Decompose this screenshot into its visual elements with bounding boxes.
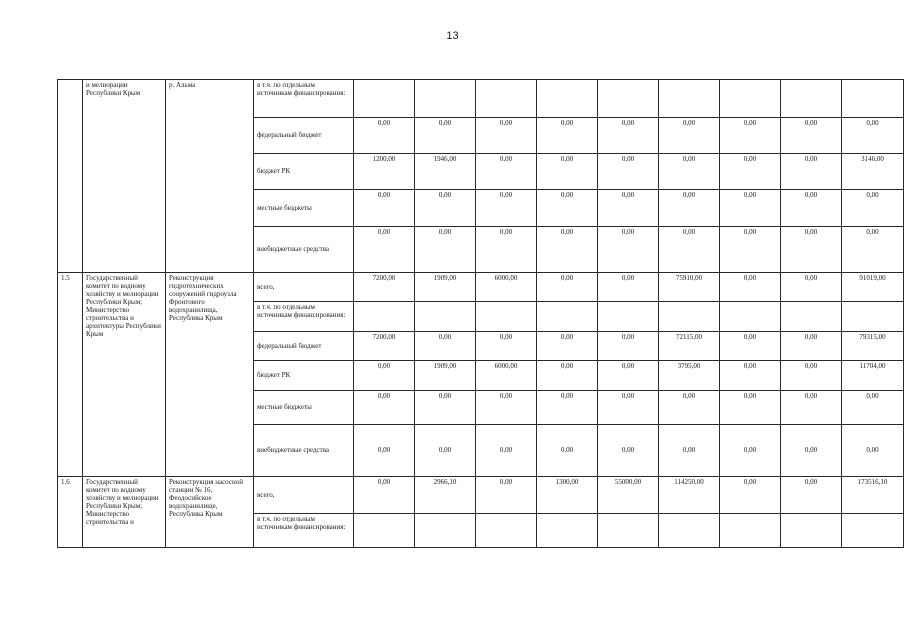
value-cell: 114250,00 — [659, 477, 720, 514]
value-cell — [354, 80, 415, 118]
value-cell: 0,00 — [781, 332, 842, 361]
value-cell: 0,00 — [415, 425, 476, 477]
source-label: бюджет РК — [254, 154, 354, 190]
value-cell: 0,00 — [659, 425, 720, 477]
value-cell: 0,00 — [720, 227, 781, 273]
value-cell: 6000,00 — [476, 361, 537, 391]
value-cell: 0,00 — [659, 190, 720, 227]
value-cell: 0,00 — [720, 391, 781, 425]
executor-cell: и мелиорации Республики Крым — [83, 80, 166, 273]
value-cell — [842, 80, 904, 118]
page-number: 13 — [446, 30, 459, 42]
value-cell: 0,00 — [598, 332, 659, 361]
value-cell: 1200,00 — [354, 154, 415, 190]
source-label: в т.ч. по отдельным источникам финансирования: — [254, 80, 354, 118]
value-cell: 91019,00 — [842, 273, 904, 302]
value-cell: 0,00 — [598, 361, 659, 391]
value-cell: 0,00 — [476, 425, 537, 477]
value-cell — [781, 302, 842, 332]
value-cell: 79315,00 — [842, 332, 904, 361]
value-cell — [720, 514, 781, 548]
value-cell — [659, 514, 720, 548]
value-cell: 0,00 — [781, 477, 842, 514]
value-cell — [415, 302, 476, 332]
value-cell: 0,00 — [598, 273, 659, 302]
value-cell: 0,00 — [598, 391, 659, 425]
source-label: бюджет РК — [254, 361, 354, 391]
value-cell — [842, 514, 904, 548]
value-cell: 0,00 — [781, 361, 842, 391]
value-cell: 6000,00 — [476, 273, 537, 302]
event-cell: Реконструкция гидротехнических сооружений гидроузла Фронтового водохранилища, Республика Крым — [166, 273, 254, 477]
value-cell: 0,00 — [720, 425, 781, 477]
source-label: всего, — [254, 477, 354, 514]
value-cell — [659, 80, 720, 118]
event-cell: р. Альма — [166, 80, 254, 273]
value-cell: 0,00 — [415, 332, 476, 361]
value-cell — [476, 80, 537, 118]
value-cell: 0,00 — [537, 332, 598, 361]
value-cell: 0,00 — [537, 425, 598, 477]
source-label: местные бюджеты — [254, 190, 354, 227]
value-cell: 0,00 — [415, 190, 476, 227]
value-cell — [598, 302, 659, 332]
event-cell: Реконструкция насосной станции № 16, Феодосийское водохранилище, Республика Крым — [166, 477, 254, 548]
value-cell: 0,00 — [659, 154, 720, 190]
value-cell: 0,00 — [781, 273, 842, 302]
value-cell: 0,00 — [842, 118, 904, 154]
value-cell — [415, 80, 476, 118]
value-cell — [537, 514, 598, 548]
row-number: 1.6 — [58, 477, 83, 548]
value-cell: 1946,00 — [415, 154, 476, 190]
value-cell: 0,00 — [720, 273, 781, 302]
value-cell: 0,00 — [598, 118, 659, 154]
value-cell: 1909,00 — [415, 361, 476, 391]
source-label: федеральный бюджет — [254, 118, 354, 154]
table-row — [58, 273, 904, 302]
value-cell: 0,00 — [659, 227, 720, 273]
value-cell: 0,00 — [720, 332, 781, 361]
value-cell: 0,00 — [537, 118, 598, 154]
value-cell — [415, 514, 476, 548]
executor-cell: Государственный комитет по водному хозяйству и мелиорации Республики Крым; Министерство строительства и — [83, 477, 166, 548]
table-row — [58, 80, 904, 118]
source-label: в т.ч. по отдельным источникам финансирования: — [254, 302, 354, 332]
source-label: внебюджетные средства — [254, 227, 354, 273]
value-cell — [354, 302, 415, 332]
value-cell — [720, 302, 781, 332]
source-label: федеральный бюджет — [254, 332, 354, 361]
value-cell: 0,00 — [842, 227, 904, 273]
value-cell: 0,00 — [476, 154, 537, 190]
value-cell: 1300,00 — [537, 477, 598, 514]
financing-table — [57, 79, 904, 548]
value-cell: 0,00 — [537, 190, 598, 227]
value-cell: 0,00 — [598, 425, 659, 477]
value-cell: 0,00 — [476, 190, 537, 227]
value-cell — [720, 80, 781, 118]
value-cell: 7200,00 — [354, 332, 415, 361]
value-cell: 0,00 — [842, 190, 904, 227]
value-cell: 55000,00 — [598, 477, 659, 514]
row-number: 1.5 — [58, 273, 83, 477]
value-cell: 0,00 — [476, 332, 537, 361]
value-cell: 0,00 — [598, 154, 659, 190]
value-cell: 0,00 — [415, 118, 476, 154]
source-label: внебюджетные средства — [254, 425, 354, 477]
value-cell: 0,00 — [476, 227, 537, 273]
value-cell: 0,00 — [659, 391, 720, 425]
value-cell: 3146,00 — [842, 154, 904, 190]
value-cell: 0,00 — [598, 227, 659, 273]
value-cell — [476, 514, 537, 548]
value-cell: 0,00 — [476, 391, 537, 425]
value-cell: 2966,10 — [415, 477, 476, 514]
value-cell: 0,00 — [537, 227, 598, 273]
value-cell: 3795,00 — [659, 361, 720, 391]
value-cell: 0,00 — [781, 190, 842, 227]
value-cell — [476, 302, 537, 332]
value-cell: 11704,00 — [842, 361, 904, 391]
value-cell: 0,00 — [354, 477, 415, 514]
value-cell: 0,00 — [781, 391, 842, 425]
value-cell: 0,00 — [354, 391, 415, 425]
value-cell: 0,00 — [354, 118, 415, 154]
table-row — [58, 477, 904, 514]
value-cell: 0,00 — [537, 391, 598, 425]
value-cell: 0,00 — [781, 227, 842, 273]
value-cell: 0,00 — [659, 118, 720, 154]
value-cell — [598, 80, 659, 118]
value-cell: 0,00 — [720, 118, 781, 154]
value-cell — [781, 80, 842, 118]
value-cell: 0,00 — [476, 118, 537, 154]
value-cell: 0,00 — [842, 425, 904, 477]
value-cell: 0,00 — [354, 190, 415, 227]
value-cell — [781, 514, 842, 548]
value-cell: 0,00 — [720, 154, 781, 190]
value-cell: 0,00 — [842, 391, 904, 425]
source-label: в т.ч. по отдельным источникам финансирования: — [254, 514, 354, 548]
executor-cell: Государственный комитет по водному хозяйству и мелиорации Республики Крым; Министерство строительства и архитектуры Республики Крым — [83, 273, 166, 477]
value-cell: 7200,00 — [354, 273, 415, 302]
value-cell: 0,00 — [476, 477, 537, 514]
value-cell: 0,00 — [781, 154, 842, 190]
value-cell: 0,00 — [354, 425, 415, 477]
value-cell: 0,00 — [354, 227, 415, 273]
value-cell: 0,00 — [720, 477, 781, 514]
value-cell: 173516,10 — [842, 477, 904, 514]
value-cell: 0,00 — [720, 361, 781, 391]
source-label: местные бюджеты — [254, 391, 354, 425]
value-cell — [659, 302, 720, 332]
value-cell: 72115,00 — [659, 332, 720, 361]
value-cell: 0,00 — [354, 361, 415, 391]
value-cell: 75910,00 — [659, 273, 720, 302]
value-cell: 0,00 — [598, 190, 659, 227]
value-cell — [842, 302, 904, 332]
value-cell: 0,00 — [415, 391, 476, 425]
value-cell: 0,00 — [781, 425, 842, 477]
value-cell: 1909,00 — [415, 273, 476, 302]
value-cell: 0,00 — [781, 118, 842, 154]
value-cell: 0,00 — [537, 154, 598, 190]
value-cell — [537, 80, 598, 118]
value-cell: 0,00 — [720, 190, 781, 227]
value-cell: 0,00 — [415, 227, 476, 273]
value-cell — [537, 302, 598, 332]
value-cell — [354, 514, 415, 548]
row-number — [58, 80, 83, 273]
value-cell: 0,00 — [537, 273, 598, 302]
source-label: всего, — [254, 273, 354, 302]
value-cell: 0,00 — [537, 361, 598, 391]
value-cell — [598, 514, 659, 548]
